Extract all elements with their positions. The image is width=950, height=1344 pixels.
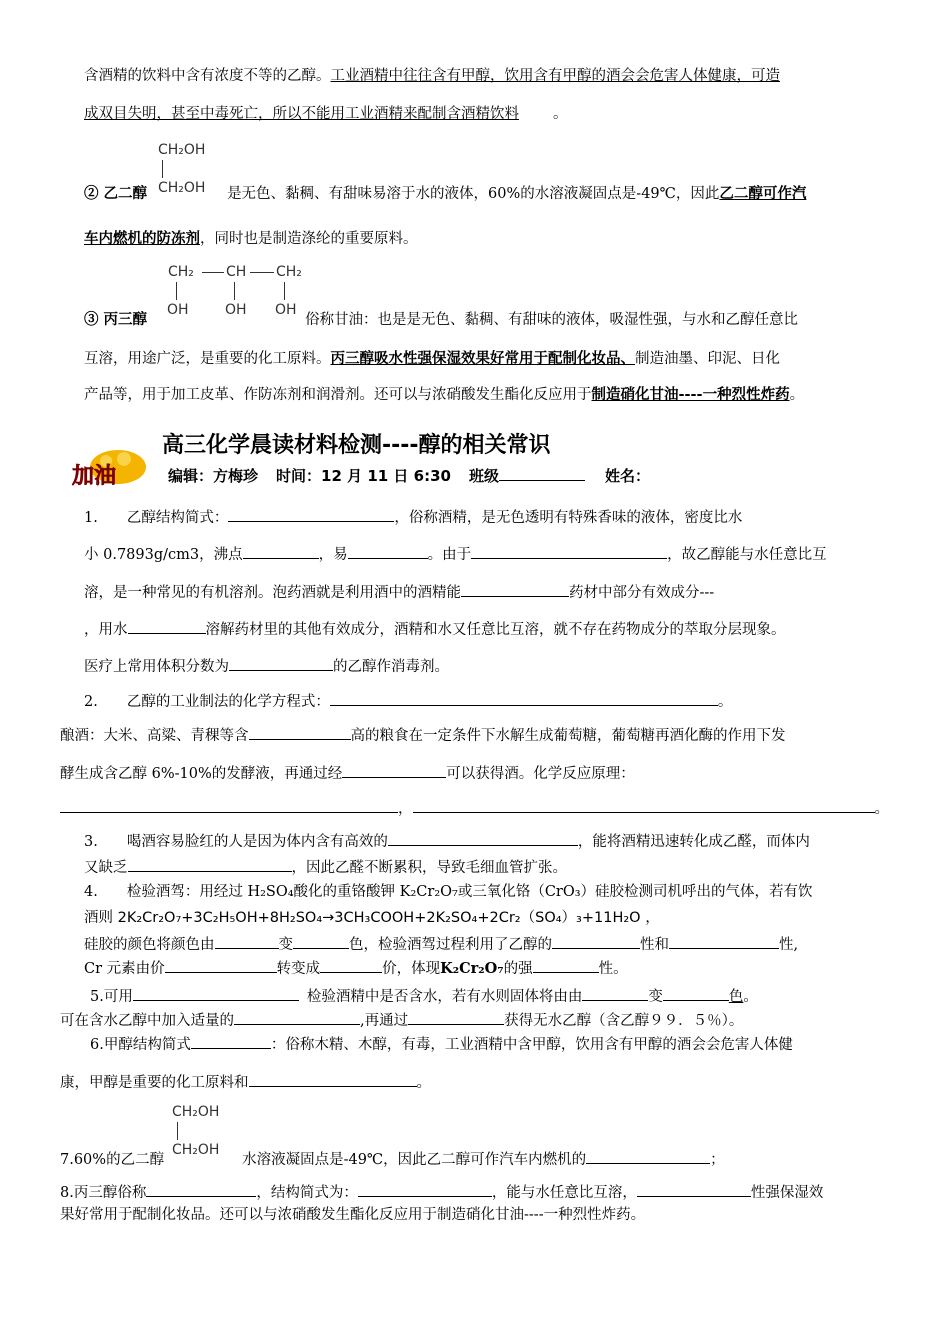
glycerol-text-2b: 制造油墨、印泥、日化 — [635, 351, 780, 367]
q8-text: 性强保湿效 — [750, 1185, 824, 1201]
q5-text: 获得无水乙醇（含乙醇９９．５％）。 — [504, 1013, 744, 1029]
q3-text: ，能将酒精迅速转化成乙醛，而体内 — [577, 834, 810, 850]
q5-text: 色 — [728, 989, 744, 1005]
q2-blank-reaction-2[interactable] — [413, 797, 875, 813]
q4-text: 色，检验酒驾过程利用了乙醇的 — [349, 937, 552, 953]
glycol-text: 是无色、黏稠、有甜味易溶于水的液体，60%的水溶液凝固点是-49℃，因此 — [227, 186, 720, 202]
q8-line-1 — [60, 1181, 823, 1203]
glycol-formula-top: CH₂OH — [158, 142, 206, 158]
q2-text: ， — [398, 801, 413, 817]
q4-text: 性和 — [640, 937, 669, 953]
q6-blank-formula[interactable] — [191, 1033, 271, 1049]
q1-line-1 — [84, 506, 742, 528]
page-title: 高三化学晨读材料检测----醇的相关常识 — [162, 433, 551, 458]
bond-line — [176, 282, 177, 300]
q2-text: 酿酒：大米、高粱、青稞等含 — [60, 728, 249, 744]
q7-blank-antifreeze[interactable] — [586, 1148, 710, 1164]
q3-line-1 — [84, 830, 810, 852]
q4-blank-property-2[interactable] — [669, 933, 779, 949]
q2-blank-reaction-1[interactable] — [60, 797, 398, 813]
q4-blank-valence-2[interactable] — [320, 957, 382, 973]
q1-line-5 — [84, 655, 449, 677]
glycerol-oh1: OH — [167, 302, 189, 318]
q4-blank-to[interactable] — [293, 933, 349, 949]
q5-blank-from[interactable] — [582, 985, 648, 1001]
q3-blank-enzyme[interactable] — [388, 830, 578, 846]
q2-blank-equation[interactable] — [330, 690, 718, 706]
glycerol-line-2 — [84, 349, 780, 369]
q1-blank-fraction[interactable] — [229, 655, 333, 671]
glycerol-underlined-3: 制造硝化甘油----一种烈性炸药 — [591, 386, 790, 403]
q1-blank-dissolve[interactable] — [461, 581, 569, 597]
q5-text: 。 — [743, 989, 758, 1005]
q4-text: 的强 — [503, 961, 533, 977]
q2-line-3 — [60, 762, 635, 784]
header-info — [168, 465, 650, 486]
q1-text: ，用水 — [84, 622, 128, 638]
intro-underlined-text-2: 成双目失明，甚至中毒死亡，所以不能用工业酒精来配制含酒精饮料 — [84, 106, 519, 122]
glycerol-oh2: OH — [225, 302, 247, 318]
q1-text: 。由于 — [427, 547, 472, 563]
q5-line-2 — [60, 1009, 743, 1031]
q1-text: 1. 乙醇结构简式： — [84, 510, 229, 526]
q1-text: 小 0.7893g/cm3，沸点 — [84, 547, 243, 563]
q2-text: 。 — [874, 801, 889, 817]
q1-blank-easy[interactable] — [348, 543, 428, 559]
logo-text: 加油 — [72, 464, 117, 489]
glycerol-c1: CH₂ — [168, 264, 194, 280]
glycerol-text-3: 产品等，用于加工皮革、作防冻剂和润滑剂。还可以与浓硝酸发生酯化反应用于 — [84, 387, 592, 403]
intro-underlined-text: 工业酒精中往往含有甲醇，饮用含有甲醇的酒会会危害人体健康，可造 — [330, 68, 780, 84]
q7-line — [60, 1148, 725, 1170]
bond-line — [202, 272, 224, 273]
q1-blank-formula[interactable] — [228, 506, 394, 522]
q6-blank-use[interactable] — [249, 1071, 417, 1087]
intro-text: 含酒精的饮料中含有浓度不等的乙醇。 — [84, 68, 331, 84]
glycol-underlined-2: 车内燃机的防冻剂 — [84, 230, 200, 247]
period: 。 — [553, 106, 568, 122]
bond-line — [250, 272, 274, 273]
q1-line-3 — [84, 581, 714, 603]
q1-text: 溶，是一种常见的有机溶剂。泡药酒就是利用酒中的酒精能 — [84, 585, 461, 601]
q4-text: 硅胶的颜色将颜色由 — [84, 937, 215, 953]
q4-blank-oxidizing[interactable] — [533, 957, 599, 973]
q2-text: 高的粮食在一定条件下水解生成葡萄糖，葡萄糖再酒化酶的作用下发 — [350, 728, 786, 744]
q4-text: 价，体现 — [382, 961, 441, 977]
q2-blank-distill[interactable] — [342, 762, 446, 778]
q1-blank-water[interactable] — [128, 618, 206, 634]
q1-line-2 — [84, 543, 827, 565]
q4-blank-valence-1[interactable] — [165, 957, 277, 973]
q1-text: 的乙醇作消毒剂。 — [333, 659, 449, 675]
q2-line-4 — [60, 797, 889, 819]
glycol-label: ② 乙二醇 — [84, 185, 148, 202]
glycerol-underlined: 丙三醇吸水性强保湿效果好常用于配制化妆品、 — [330, 350, 635, 367]
class-label: 班级 — [468, 467, 499, 485]
q4-text: 性, — [779, 937, 799, 953]
glycerol-text-2: 互溶，用途广泛，是重要的化工原料。 — [84, 351, 331, 367]
q4-text: 性。 — [598, 961, 628, 977]
q3-text: ，因此乙醛不断累积，导致毛细血管扩张。 — [291, 860, 567, 876]
q4-text: 变 — [278, 937, 293, 953]
name-label: 姓名： — [604, 467, 650, 485]
q5-blank-method[interactable] — [408, 1009, 504, 1025]
q1-text: ，俗称酒精，是无色透明有特殊香味的液体，密度比水 — [394, 510, 743, 526]
jiayou-logo-icon — [66, 447, 156, 495]
q5-blank-to[interactable] — [663, 985, 729, 1001]
q3-line-2 — [84, 856, 567, 878]
q8-blank-name[interactable] — [146, 1181, 256, 1197]
q6-text: ：俗称木精、木醇，有毒，工业酒精中含甲醇，饮用含有甲醇的酒会会危害人体健 — [270, 1037, 793, 1053]
q1-text: 药材中部分有效成分--- — [569, 585, 715, 601]
q1-text: ，故乙醇能与水任意比互 — [667, 547, 827, 563]
q5-blank-add[interactable] — [234, 1009, 360, 1025]
glycerol-c2: CH — [226, 264, 247, 280]
q2-text: 2. 乙醇的工业制法的化学方程式： — [84, 694, 330, 710]
q1-text: ，易 — [318, 547, 348, 563]
bond-line — [162, 160, 163, 178]
q8-text: ，能与水任意比互溶， — [491, 1185, 637, 1201]
q4-text: 转变成 — [276, 961, 321, 977]
time: 时间：12 月 11 日 6:30 — [276, 467, 451, 485]
q2-blank-starch[interactable] — [249, 724, 351, 740]
bond-line — [234, 282, 235, 300]
q7-formula-top: CH₂OH — [172, 1104, 220, 1120]
q8-text: 8.丙三醇俗称 — [60, 1185, 147, 1201]
q6-text: 6.甲醇结构简式 — [90, 1037, 191, 1053]
editor: 编辑：方梅珍 — [168, 467, 259, 485]
glycerol-label: ③ 丙三醇 — [84, 311, 148, 328]
class-field[interactable] — [499, 465, 585, 481]
intro-line-1 — [84, 66, 780, 86]
q2-line-1 — [84, 690, 732, 712]
q3-text: 又缺乏 — [84, 860, 128, 876]
glycerol-c3: CH₂ — [276, 264, 302, 280]
q1-line-4 — [84, 618, 786, 640]
q4-formula: K₂Cr₂O₇ — [440, 960, 504, 977]
q1-text: 医疗上常用体积分数为 — [84, 659, 229, 675]
intro-line-2 — [84, 104, 568, 124]
glycol-text-2: ，同时也是制造涤纶的重要原料。 — [200, 231, 418, 247]
q8-text: ，结构简式为： — [256, 1185, 358, 1201]
glycerol-line-3 — [84, 385, 804, 405]
q1-text: 溶解药材里的其他有效成分，酒精和水又任意比互溶，就不存在药物成分的萃取分层现象。 — [205, 622, 786, 638]
q2-text: 。 — [717, 694, 733, 710]
q7-formula-bottom: CH₂OH — [172, 1142, 220, 1158]
q4-line-4 — [84, 957, 628, 979]
q4-line-2: 酒则 2K₂Cr₂O₇+3C₂H₅OH+8H₂SO₄→3CH₃COOH+2K₂SO₄+2Cr₂（SO₄）₃+11H₂O ， — [84, 910, 660, 926]
glycerol-oh3: OH — [275, 302, 297, 318]
q7-text: ； — [710, 1152, 725, 1168]
q1-blank-boiling[interactable] — [243, 543, 319, 559]
q5-text: 检验酒精中是否含水，若有水则固体将由由 — [306, 989, 583, 1005]
q6-text: 。 — [416, 1075, 431, 1091]
q6-line-2 — [60, 1071, 431, 1093]
q5-text: 变 — [648, 989, 663, 1005]
q8-blank-property[interactable] — [637, 1181, 751, 1197]
q6-text: 康，甲醇是重要的化工原料和 — [60, 1075, 249, 1091]
q4-blank-property-1[interactable] — [552, 933, 640, 949]
q2-text: 可以获得酒。化学反应原理： — [446, 766, 635, 782]
q1-blank-reason[interactable] — [471, 543, 667, 559]
q5-text: 5.可用 — [90, 989, 133, 1005]
glycol-line-1 — [84, 184, 806, 204]
glycerol-line-1 — [84, 310, 798, 330]
q5-line-1 — [90, 985, 758, 1007]
q4-line-3 — [84, 933, 798, 955]
glycol-formula-bottom: CH₂OH — [158, 180, 206, 196]
q5-blank-reagent[interactable] — [133, 985, 299, 1001]
q7-text: 水溶液凝固点是-49℃，因此乙二醇可作汽车内燃机的 — [242, 1152, 587, 1168]
q3-text: 3. 喝酒容易脸红的人是因为体内含有高效的 — [84, 834, 388, 850]
q8-blank-formula[interactable] — [358, 1181, 492, 1197]
glycerol-text: 俗称甘油：也是是无色、黏稠、有甜味的液体，吸湿性强，与水和乙醇任意比 — [305, 312, 799, 328]
q5-text: ,再通过 — [360, 1013, 409, 1029]
q8-line-2: 果好常用于配制化妆品。还可以与浓硝酸发生酯化反应用于制造硝化甘油----一种烈性炸药。 — [60, 1207, 646, 1223]
q7-text: 7.60%的乙二醇 — [60, 1152, 165, 1168]
q5-text: 可在含水乙醇中加入适量的 — [60, 1013, 234, 1029]
bond-line — [177, 1122, 178, 1140]
q4-line-1: 4. 检验酒驾：用经过 H₂SO₄酸化的重铬酸钾 K₂Cr₂O₇或三氧化铬（CrO₃）硅胶检测司机呼出的气体，若有饮 — [84, 884, 813, 900]
q4-blank-from[interactable] — [215, 933, 279, 949]
glycol-underlined: 乙二醇可作汽 — [719, 185, 807, 202]
period: 。 — [789, 387, 805, 403]
bond-line — [284, 282, 285, 300]
q6-line-1 — [90, 1033, 793, 1055]
q2-line-2 — [60, 724, 786, 746]
q4-text: Cr 元素由价 — [84, 961, 165, 977]
q3-blank-lack[interactable] — [128, 856, 292, 872]
glycol-line-2 — [84, 229, 418, 249]
q2-text: 酵生成含乙醇 6%-10%的发酵液，再通过经 — [60, 766, 343, 782]
